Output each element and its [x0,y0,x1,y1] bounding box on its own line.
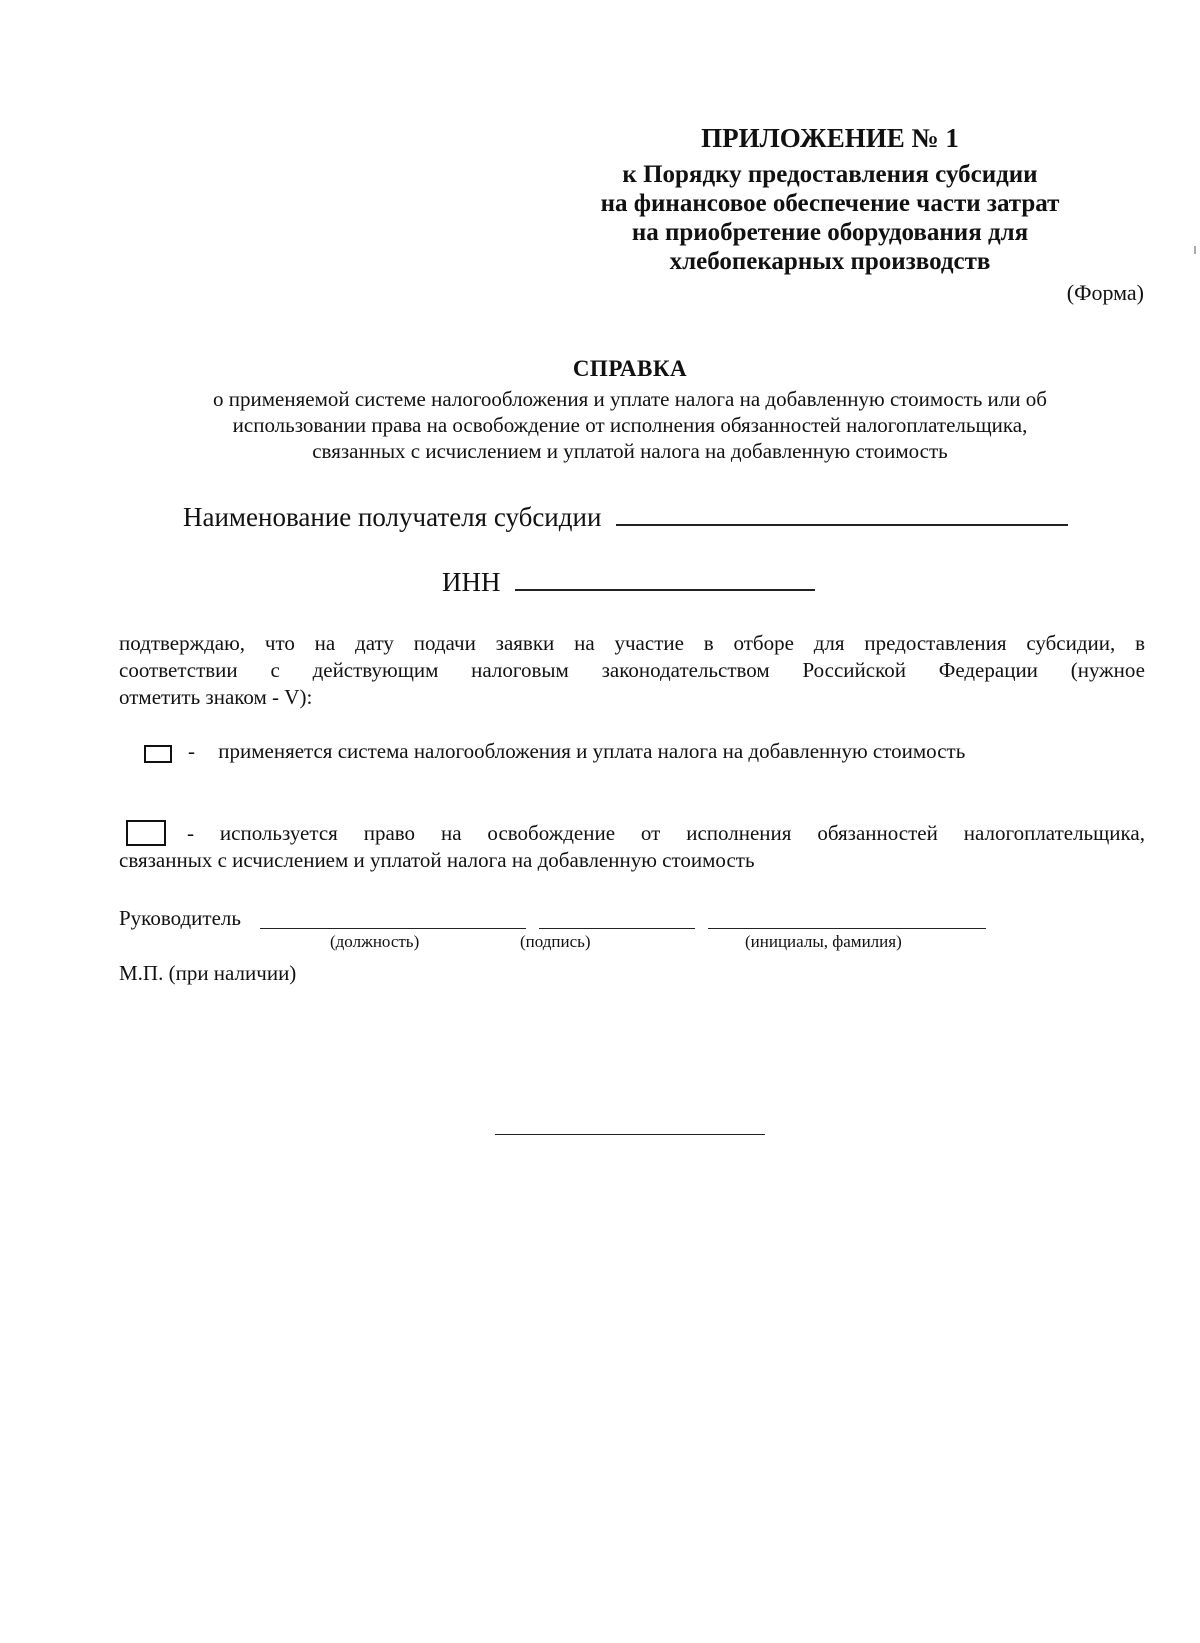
inn-label: ИНН [442,567,501,597]
recipient-field [183,498,1068,533]
stamp-note: М.П. (при наличии) [119,961,297,985]
name-caption: (инициалы, фамилия) [745,932,902,951]
option1-text: применяется система налогообложения и уплата налога на добавленную стоимость [218,739,966,763]
appendix-subtitle-line: к Порядку предоставления субсидии [622,161,1038,188]
paragraph-line: соответствии с действующим налоговым законодательством Российской Федерации (нужное [119,658,1145,682]
option1-checkbox[interactable] [144,745,172,763]
signature-blank[interactable] [539,928,695,929]
appendix-subtitle [550,160,1110,276]
inn-blank[interactable] [515,563,815,591]
description-line: использовании права на освобождение от исполнения обязанностей налогоплательщика, [232,413,1028,437]
option2-line: - используется право на освобождение от исполнения обязанностей налогоплательщика, [187,821,1145,845]
end-separator [495,1134,765,1135]
document-description [110,386,1150,464]
appendix-subtitle-line: на приобретение оборудования для [631,219,1029,246]
confirmation-paragraph [119,630,1145,711]
option2-line: связанных с исчислением и уплатой налога на добавленную стоимость [119,848,755,872]
appendix-subtitle-line: хлебопекарных производств [669,248,991,275]
recipient-blank[interactable] [616,498,1068,526]
position-blank[interactable] [260,928,526,929]
scan-mark [1194,246,1196,254]
signature-caption: (подпись) [520,932,591,951]
appendix-title: ПРИЛОЖЕНИЕ № 1 [701,123,959,153]
option1 [188,738,965,765]
paragraph-line: отметить знаком - V): [119,685,313,709]
recipient-label: Наименование получателя субсидии [183,502,602,532]
form-label: (Форма) [1066,280,1144,305]
signature-label: Руководитель [119,906,241,930]
position-caption: (должность) [330,932,420,951]
option1-dash: - [188,739,195,763]
document-title: СПРАВКА [572,356,688,381]
paragraph-line: подтверждаю, что на дату подачи заявки на участие в отборе для предоставления субсидии, в [119,631,1145,655]
appendix-subtitle-line: на финансовое обеспечение части затрат [600,190,1060,217]
description-line: о применяемой системе налогообложения и уплате налога на добавленную стоимость или об [213,387,1047,411]
option2 [119,820,1145,874]
description-line: связанных с исчислением и уплатой налога на добавленную стоимость [312,439,948,463]
inn-field [442,563,815,598]
name-blank[interactable] [708,928,986,929]
